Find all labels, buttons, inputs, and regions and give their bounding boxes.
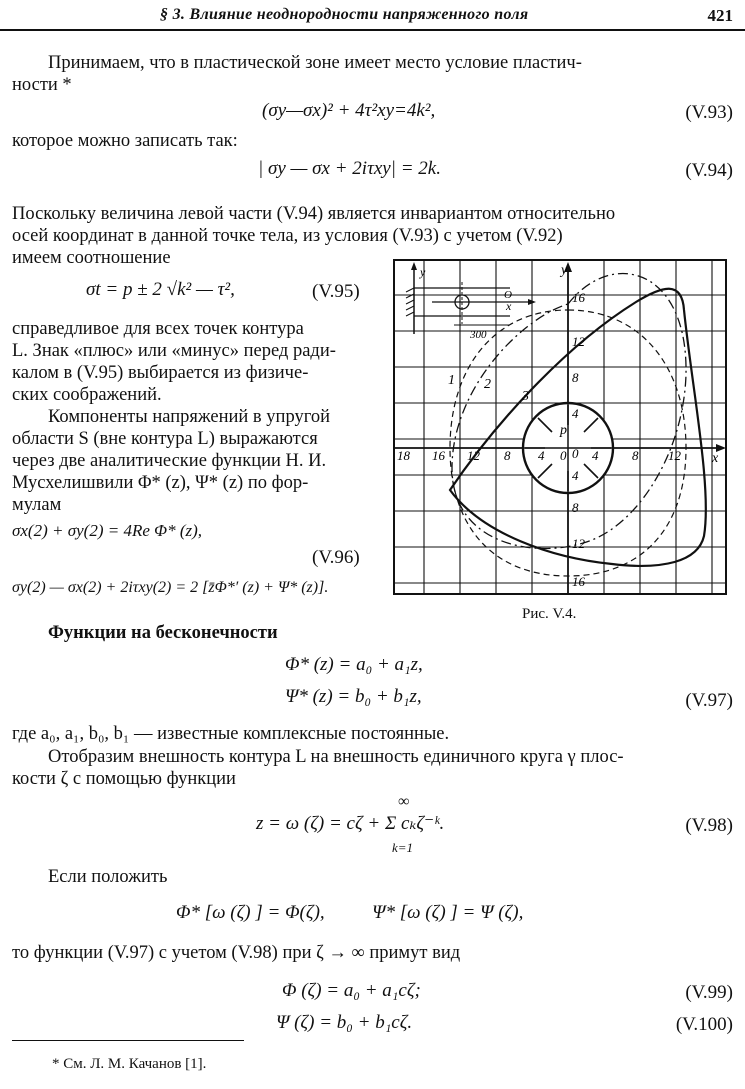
paragraph-3-line-2: осей координат в данной точке тела, из условия (V.93) с учетом (V.92) xyxy=(12,226,563,246)
equation-number-v94: (V.94) xyxy=(685,160,733,181)
header-rule xyxy=(0,29,745,31)
equation-v98: z = ω (ζ) = cζ + Σ cₖζ⁻ᵏ. xyxy=(256,813,445,834)
equation-number-v96: (V.96) xyxy=(312,547,360,568)
figure-caption: Рис. V.4. xyxy=(522,606,577,622)
equation-v98-sum-bottom: k=1 xyxy=(392,840,414,855)
inset-x-label: x xyxy=(506,299,512,313)
inset-dimension-label: 300 xyxy=(470,329,487,341)
y-tick-16-top: 16 xyxy=(572,290,585,305)
paragraph-1-line-1: Принимаем, что в пластической зоне имеет место условие пластич- xyxy=(48,53,582,73)
y-tick-8-bottom: 8 xyxy=(572,500,579,515)
inset-origin-label: O xyxy=(504,289,512,301)
running-title: § 3. Влияние неоднородности напряженного поля xyxy=(160,6,529,23)
x-tick-8-right: 8 xyxy=(632,448,639,463)
equation-v94: | σy — σx + 2iτxy| = 2k. xyxy=(258,158,441,179)
paragraph-5-line-2: области S (вне контура L) выражаются xyxy=(12,429,318,449)
equation-v97-second: Ψ* (z) = b₀ + b₁z, xyxy=(285,686,422,707)
paragraph-4-line-3: калом в (V.95) выбирается из физиче- xyxy=(12,363,309,383)
equation-number-v100: (V.100) xyxy=(675,1014,733,1035)
paragraph-5-line-5: мулам xyxy=(12,495,62,515)
paragraph-1-line-2: ности * xyxy=(12,75,72,95)
x-tick-8-left: 8 xyxy=(504,448,511,463)
x-tick-12-right: 12 xyxy=(668,448,681,463)
paragraph-5-line-4: Мусхелишвили Φ* (z), Ψ* (z) по фор- xyxy=(12,473,309,493)
figure-inset xyxy=(406,262,536,341)
inset-y-label: y xyxy=(420,265,426,279)
y-tick-12-bottom: 12 xyxy=(572,536,585,551)
equation-v96-first: σx(2) + σy(2) = 4Re Φ* (z), xyxy=(12,521,203,540)
curve-label-1: 1 xyxy=(448,373,455,388)
paragraph-5-line-3: через две аналитические функции Н. И. xyxy=(12,451,327,471)
paragraph-5-line-1: Компоненты напряжений в упругой xyxy=(48,407,330,427)
equation-number-v98: (V.98) xyxy=(685,815,733,836)
paragraph-7: где a₀, a₁, b₀, b₁ — известные комплексные постоянные. xyxy=(12,724,450,744)
y-tick-12-top: 12 xyxy=(572,334,585,349)
paragraph-4-line-1: справедливое для всех точек контура xyxy=(12,319,304,339)
paragraph-3-line-3: имеем соотношение xyxy=(12,248,171,268)
equation-v99: Φ (ζ) = a₀ + a₁cζ; xyxy=(282,980,421,1001)
paragraph-3-line-1: Поскольку величина левой части (V.94) является инвариантом относительно xyxy=(12,204,616,224)
equation-number-v93: (V.93) xyxy=(685,102,733,123)
pressure-p-label: p xyxy=(560,423,567,438)
x-tick-16: 16 xyxy=(432,448,445,463)
footnote-rule xyxy=(12,1040,244,1041)
y-tick-8-top: 8 xyxy=(572,370,579,385)
paragraph-6: Функции на бесконечности xyxy=(48,623,278,643)
page-number: 421 xyxy=(707,6,733,25)
paragraph-9: Если положить xyxy=(48,867,168,887)
x-tick-labels xyxy=(397,448,682,463)
x-tick-4-right: 4 xyxy=(592,448,599,463)
x-tick-0: 0 xyxy=(560,448,567,463)
x-tick-12: 12 xyxy=(467,448,480,463)
paragraph-4-line-4: ских соображений. xyxy=(12,385,162,405)
axis-y-label: y xyxy=(561,263,568,278)
curve-label-2: 2 xyxy=(484,377,491,392)
y-tick-16-bottom: 16 xyxy=(572,574,585,589)
axis-x-label: x xyxy=(712,451,719,466)
equation-number-v97: (V.97) xyxy=(685,690,733,711)
equation-v98-sum-top: ∞ xyxy=(398,793,410,810)
equation-v100: Ψ (ζ) = b₀ + b₁cζ. xyxy=(276,1012,413,1033)
footnote: * См. Л. М. Качанов [1]. xyxy=(52,1056,207,1072)
paragraph-8-line-1: Отобразим внешность контура L на внешность единичного круга γ плос- xyxy=(48,747,624,767)
x-tick-18: 18 xyxy=(397,448,410,463)
y-tick-4-bottom: 4 xyxy=(572,468,579,483)
equation-v96-second: σy(2) — σx(2) + 2iτxy(2) = 2 [z̄Φ*′ (z) + Ψ* (z)]. xyxy=(12,579,329,596)
equation-v97-first: Φ* (z) = a₀ + a₁z, xyxy=(285,654,423,675)
equation-substitution: Φ* [ω (ζ) ] = Φ(ζ), Ψ* [ω (ζ) ] = Ψ (ζ), xyxy=(176,902,524,923)
paragraph-10: то функции (V.97) с учетом (V.98) при ζ → ∞ примут вид xyxy=(12,943,461,963)
curve-label-3: 3 xyxy=(522,389,529,404)
equation-number-v99: (V.99) xyxy=(685,982,733,1003)
paragraph-2: которое можно записать так: xyxy=(12,131,238,151)
x-tick-4-left: 4 xyxy=(538,448,545,463)
equation-number-v95: (V.95) xyxy=(312,281,360,302)
y-tick-4-top: 4 xyxy=(572,406,579,421)
figure-v4 xyxy=(392,258,734,598)
y-tick-0: 0 xyxy=(572,446,579,461)
paragraph-8-line-2: кости ζ с помощью функции xyxy=(12,769,236,789)
equation-v95: σt = p ± 2 √k² — τ², xyxy=(86,279,235,300)
paragraph-4-line-2: L. Знак «плюс» или «минус» перед ради- xyxy=(12,341,336,361)
equation-v93: (σy—σx)² + 4τ²xy=4k², xyxy=(262,100,436,121)
